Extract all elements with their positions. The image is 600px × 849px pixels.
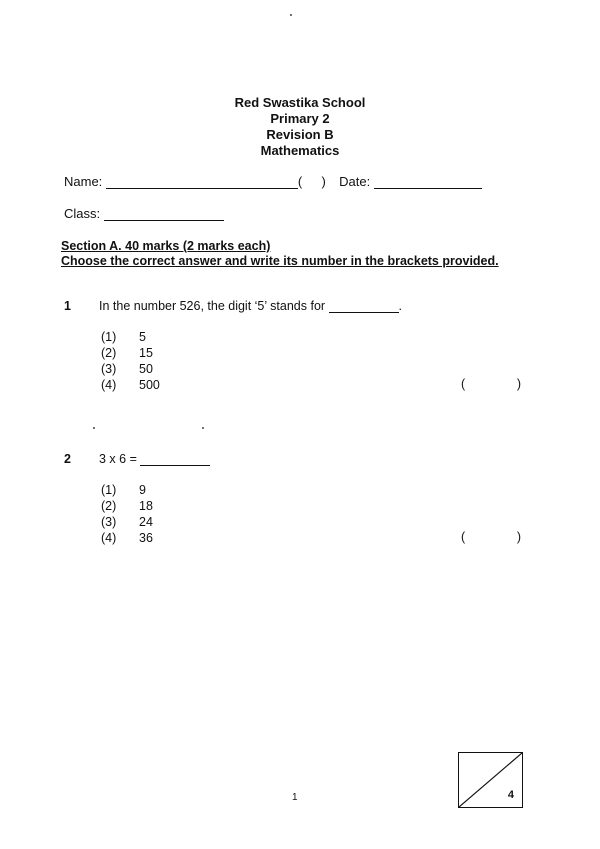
class-field[interactable] [104,220,224,221]
option-value: 15 [139,346,153,360]
bracket-open: ( [461,377,466,391]
option-label: (1) [101,330,117,344]
option-label: (2) [101,346,117,360]
question-2-number: 2 [64,452,71,466]
option [101,530,153,546]
option [101,498,153,514]
class-row [64,206,224,221]
name-field[interactable] [106,188,298,189]
option-value: 50 [139,362,153,376]
option-value: 9 [139,483,146,497]
question-1-blank[interactable] [329,312,399,313]
scan-speck [290,14,292,16]
subject: Mathematics [260,143,340,158]
scan-speck [93,427,95,429]
section-a [61,239,521,269]
question-2-blank[interactable] [140,465,210,466]
question-1-text [99,299,402,313]
question-1-stem: In the number 526, the digit ‘5’ stands for [99,299,326,313]
scan-speck [202,427,204,429]
level: Primary 2 [270,111,330,126]
name-date-row [64,174,482,189]
class-label: Class: [64,206,101,221]
school-name: Red Swastika School [234,95,366,110]
option [101,377,160,393]
option-value: 5 [139,330,146,344]
date-field[interactable] [374,188,482,189]
option-label: (3) [101,515,117,529]
option [101,345,160,361]
option [101,361,160,377]
question-2-text [99,452,210,466]
bracket-open: ( [461,530,466,544]
question-1-number: 1 [64,299,71,313]
option-label: (4) [101,378,117,392]
bracket-close: ) [516,377,521,391]
question-1-answer-bracket[interactable] [461,377,521,391]
name-label: Name: [64,174,103,189]
option-value: 18 [139,499,153,513]
date-label: Date: [339,174,371,189]
question-2-answer-bracket[interactable] [461,530,521,544]
option [101,514,153,530]
option-label: (1) [101,483,117,497]
option-label: (3) [101,362,117,376]
option-label: (4) [101,531,117,545]
section-title: Section A. 40 marks (2 marks each) [61,239,271,253]
worksheet-header [0,95,600,159]
marks-box [458,752,523,808]
option [101,482,153,498]
page-number: 1 [292,792,298,803]
question-2-stem: 3 x 6 = [99,452,137,466]
question-1-end: . [398,299,403,313]
paper-title: Revision B [266,127,334,142]
option-value: 24 [139,515,153,529]
option-value: 36 [139,531,153,545]
register-close: ) [321,174,326,189]
option-label: (2) [101,499,117,513]
register-open: ( [297,174,303,189]
section-instruction: Choose the correct answer and write its number in the brackets provided. [61,254,499,268]
bracket-close: ) [516,530,521,544]
option [101,329,160,345]
question-2-options [101,482,153,546]
option-value: 500 [139,378,160,392]
marks-total: 4 [507,789,514,801]
question-1-options [101,329,160,393]
